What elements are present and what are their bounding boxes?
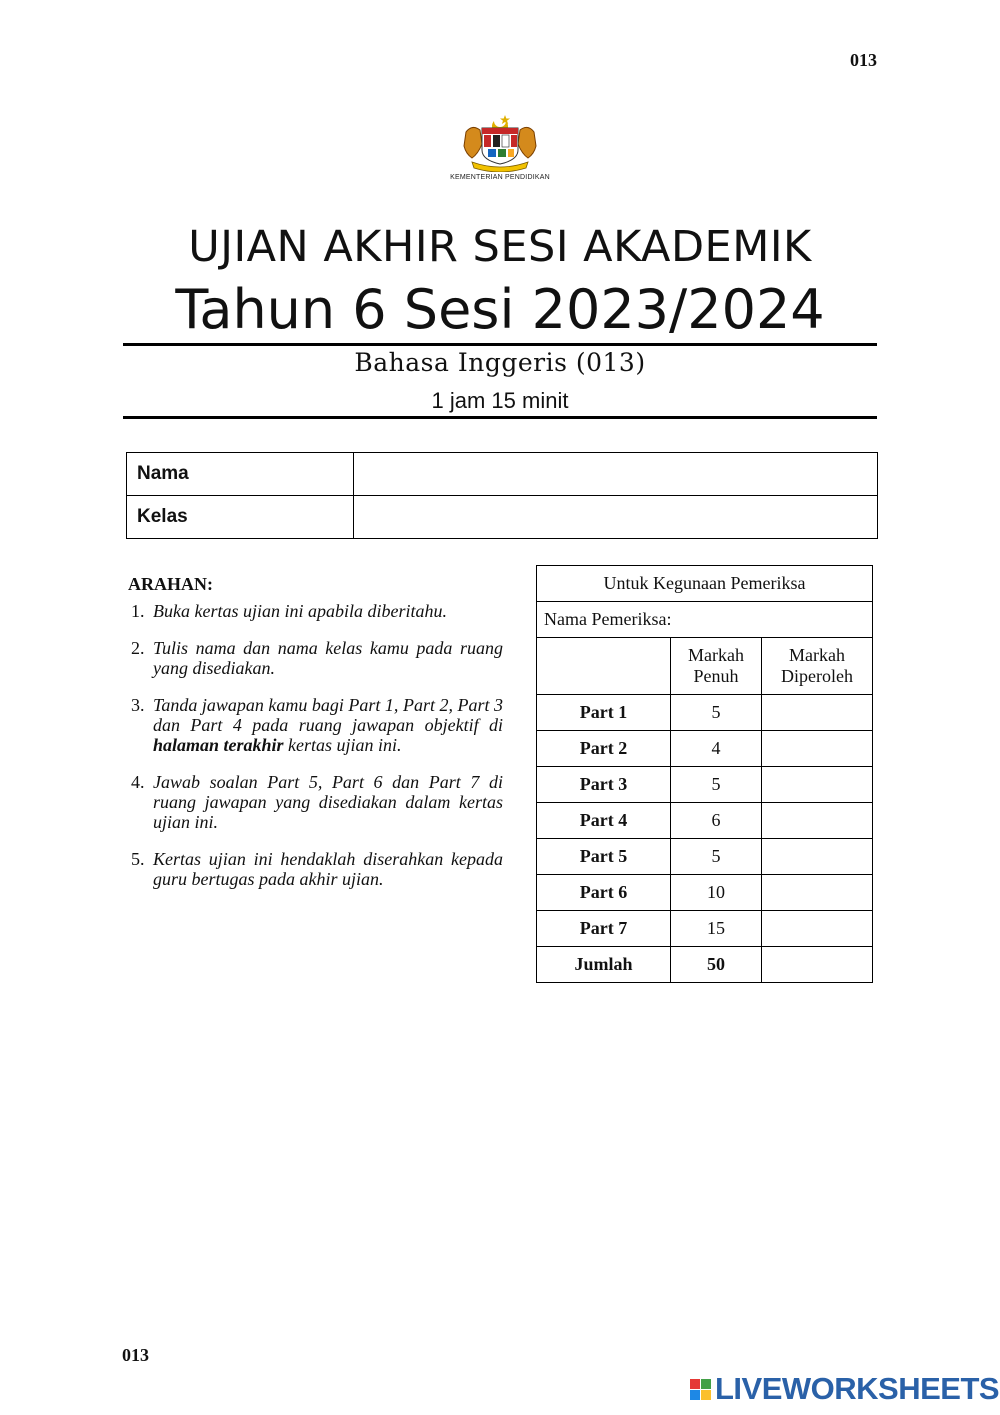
exam-year-session: Tahun 6 Sesi 2023/2024 xyxy=(175,278,825,341)
liveworksheets-wordmark: LIVEWORKSHEETS xyxy=(715,1371,1000,1406)
full-marks-value: 6 xyxy=(671,803,762,839)
instruction-text: Jawab soalan Part 5, Part 6 dan Part 7 di ruang jawapan yang disediakan dalam kertas ujian ini. xyxy=(153,772,503,832)
instruction-text-end: kertas ujian ini. xyxy=(283,735,402,755)
full-marks-value: 4 xyxy=(671,731,762,767)
full-marks-value: 5 xyxy=(671,839,762,875)
instruction-number: 4. xyxy=(131,772,145,792)
instruction-number: 1. xyxy=(131,601,145,621)
class-field[interactable] xyxy=(354,496,878,539)
marks-row xyxy=(537,911,873,947)
paper-code-top: 013 xyxy=(850,50,877,70)
liveworksheets-brand[interactable] xyxy=(690,1371,999,1407)
full-marks-value: 10 xyxy=(671,875,762,911)
examiner-table-title: Untuk Kegunaan Pemeriksa xyxy=(537,566,873,602)
obtained-marks-header: Markah Diperoleh xyxy=(762,638,873,695)
part-header-empty xyxy=(537,638,671,695)
malaysia-coat-of-arms-icon xyxy=(458,112,542,172)
full-marks-header: Markah Penuh xyxy=(671,638,762,695)
total-full-marks: 50 xyxy=(671,947,762,983)
instruction-number: 5. xyxy=(131,849,145,869)
instruction-item xyxy=(128,695,503,755)
class-label: Kelas xyxy=(127,496,354,539)
crest-caption: KEMENTERIAN PENDIDIKAN xyxy=(450,174,550,181)
name-field[interactable] xyxy=(354,453,878,496)
obtained-marks-field[interactable] xyxy=(762,839,873,875)
instruction-number: 3. xyxy=(131,695,145,715)
instruction-item xyxy=(128,638,503,678)
instruction-text: Tanda jawapan kamu bagi Part 1, Part 2, Part 3 dan Part 4 pada ruang jawapan objektif di xyxy=(153,695,503,735)
part-label: Part 6 xyxy=(537,875,671,911)
full-marks-value: 5 xyxy=(671,767,762,803)
part-label: Part 1 xyxy=(537,695,671,731)
examiner-name-row xyxy=(537,602,873,638)
part-label: Part 4 xyxy=(537,803,671,839)
obtained-marks-field[interactable] xyxy=(762,695,873,731)
obtained-marks-field[interactable] xyxy=(762,767,873,803)
marks-row xyxy=(537,875,873,911)
instruction-text: Buka kertas ujian ini apabila diberitahu. xyxy=(153,601,447,621)
marks-row xyxy=(537,731,873,767)
instruction-text: Tulis nama dan nama kelas kamu pada ruang yang disediakan. xyxy=(153,638,503,678)
instruction-emphasis: halaman terakhir xyxy=(153,735,284,755)
instruction-item xyxy=(128,772,503,832)
header-divider-bottom xyxy=(123,416,877,419)
full-marks-value: 15 xyxy=(671,911,762,947)
ministry-crest xyxy=(440,112,560,181)
total-row xyxy=(537,947,873,983)
obtained-marks-field[interactable] xyxy=(762,911,873,947)
part-label: Part 2 xyxy=(537,731,671,767)
obtained-marks-field[interactable] xyxy=(762,875,873,911)
part-label: Part 7 xyxy=(537,911,671,947)
obtained-marks-field[interactable] xyxy=(762,803,873,839)
marks-row xyxy=(537,839,873,875)
obtained-marks-field[interactable] xyxy=(762,731,873,767)
marks-row xyxy=(537,767,873,803)
liveworksheets-logo-icon xyxy=(690,1379,711,1400)
instruction-item xyxy=(128,849,503,889)
subject-title: Bahasa Inggeris (013) xyxy=(354,348,646,377)
instructions-list xyxy=(128,601,503,889)
exam-duration: 1 jam 15 minit xyxy=(431,388,569,413)
part-label: Part 3 xyxy=(537,767,671,803)
total-obtained-field[interactable] xyxy=(762,947,873,983)
name-label: Nama xyxy=(127,453,354,496)
marks-header-row xyxy=(537,638,873,695)
instruction-text: Kertas ujian ini hendaklah diserahkan kepada guru bertugas pada akhir ujian. xyxy=(153,849,503,889)
name-row xyxy=(127,453,878,496)
student-info-table xyxy=(126,452,878,539)
full-marks-value: 5 xyxy=(671,695,762,731)
instructions-heading: ARAHAN: xyxy=(128,574,213,594)
examiner-name-label[interactable]: Nama Pemeriksa: xyxy=(537,602,873,638)
paper-code-bottom: 013 xyxy=(122,1345,149,1365)
header-divider-top xyxy=(123,343,877,346)
examiner-marks-table xyxy=(536,565,873,983)
instruction-number: 2. xyxy=(131,638,145,658)
marks-row xyxy=(537,695,873,731)
total-label: Jumlah xyxy=(537,947,671,983)
instructions-section xyxy=(128,574,503,906)
class-row xyxy=(127,496,878,539)
instruction-item xyxy=(128,601,503,621)
exam-title: UJIAN AKHIR SESI AKADEMIK xyxy=(188,222,812,272)
examiner-table-title-row xyxy=(537,566,873,602)
marks-row xyxy=(537,803,873,839)
part-label: Part 5 xyxy=(537,839,671,875)
